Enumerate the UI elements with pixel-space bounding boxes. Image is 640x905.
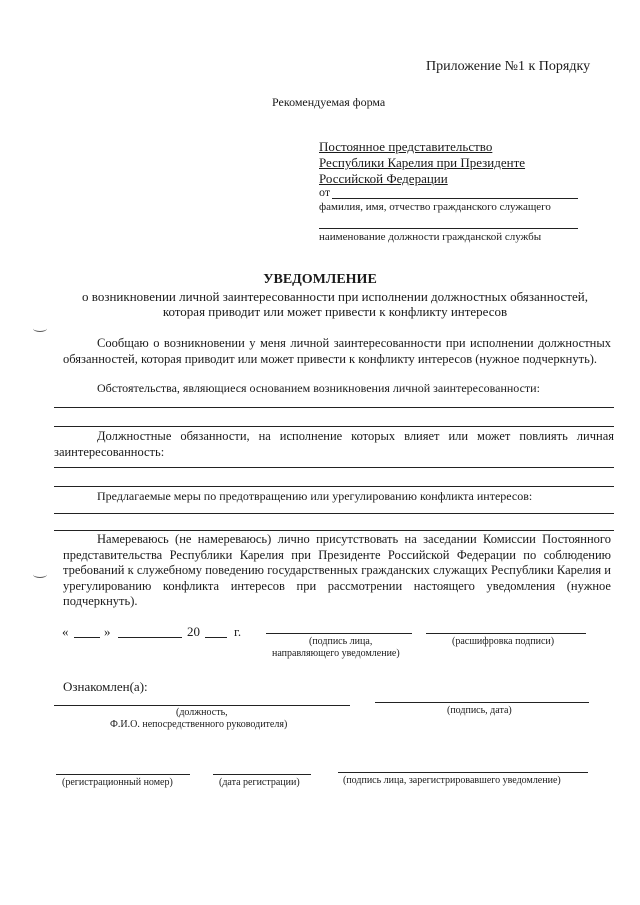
registrar-signature-line[interactable]: [338, 772, 588, 773]
sender-signature-caption-2: направляющего уведомление): [272, 648, 400, 659]
paragraph-attendance: Намереваюсь (не намереваюсь) лично присутствовать на заседании Комиссии Постоянного представительства Республики Карелия при Президенте Российской Федерации по соблюдению требований к служебному поведению государственных гражданских служащих Республики Карелия и урегулированию конфликта интересов при рассмотрении настоящего уведомления (нужное подчеркнуть).: [63, 532, 611, 608]
addressee-line-2: Республики Карелия при Президенте: [319, 155, 526, 170]
position-caption: наименование должности гражданской службы: [319, 231, 542, 243]
margin-mark: [33, 325, 47, 332]
title-subline-2: которая приводит или может привести к конфликту интересов: [162, 304, 508, 319]
supervisor-signature-caption: (подпись, дата): [447, 705, 512, 716]
paragraph-notification: Сообщаю о возникновении у меня личной заинтересованности при исполнении должностных обязанностей, которая приводит или может привести к конфликту интересов (нужное подчеркнуть).: [63, 336, 611, 366]
supervisor-line[interactable]: [54, 705, 350, 706]
supervisor-position-caption: (должность,: [176, 707, 228, 718]
date-quote-close: »: [104, 624, 111, 639]
signature-decoding-caption: (расшифровка подписи): [452, 636, 555, 647]
day-field-line[interactable]: [74, 637, 100, 638]
circumstances-line-1[interactable]: [54, 407, 614, 408]
position-field-line[interactable]: [319, 228, 578, 229]
duties-line-2[interactable]: [54, 486, 614, 487]
paragraph-measures: Предлагаемые меры по предотвращению или урегулированию конфликта интересов:: [97, 489, 533, 503]
year-prefix: 20: [187, 624, 200, 639]
fio-caption: фамилия, имя, отчество гражданского служащего: [319, 201, 551, 213]
registration-date-caption: (дата регистрации): [219, 777, 300, 788]
paragraph-circumstances: Обстоятельства, являющиеся основанием возникновения личной заинтересованности:: [97, 381, 540, 395]
month-field-line[interactable]: [118, 637, 182, 638]
from-field-line[interactable]: [332, 198, 578, 199]
measures-line-2[interactable]: [54, 530, 614, 531]
sender-signature-caption-1: (подпись лица,: [309, 636, 373, 647]
registration-number-line[interactable]: [56, 774, 190, 775]
document-title: УВЕДОМЛЕНИЕ: [263, 272, 377, 287]
addressee-line-1: Постоянное представительство: [319, 139, 493, 154]
registration-number-caption: (регистрационный номер): [62, 777, 173, 788]
date-quote-open: «: [62, 624, 69, 639]
title-subline-1: о возникновении личной заинтересованности при исполнении должностных обязанностей,: [82, 289, 588, 304]
recommended-form-label: Рекомендуемая форма: [272, 95, 386, 109]
duties-line-1[interactable]: [54, 467, 614, 468]
registration-date-line[interactable]: [213, 774, 311, 775]
registrar-signature-caption: (подпись лица, зарегистрировавшего уведомление): [343, 775, 561, 786]
year-suffix: г.: [234, 624, 242, 639]
sender-signature-line[interactable]: [266, 633, 412, 634]
paragraph-duties: Должностные обязанности, на исполнение которых влияет или может повлиять личная заинтересованность:: [54, 429, 614, 459]
appendix-label: Приложение №1 к Порядку: [426, 59, 591, 74]
measures-line-1[interactable]: [54, 513, 614, 514]
supervisor-fio-caption: Ф.И.О. непосредственного руководителя): [110, 719, 288, 730]
signature-decoding-line[interactable]: [426, 633, 586, 634]
acquainted-label: Ознакомлен(а):: [63, 679, 148, 694]
supervisor-signature-line[interactable]: [375, 702, 589, 703]
margin-mark: [33, 571, 47, 578]
from-label: от: [319, 185, 331, 199]
circumstances-line-2[interactable]: [54, 426, 614, 427]
year-field-line[interactable]: [205, 637, 227, 638]
addressee-line-3: Российской Федерации: [319, 171, 448, 186]
